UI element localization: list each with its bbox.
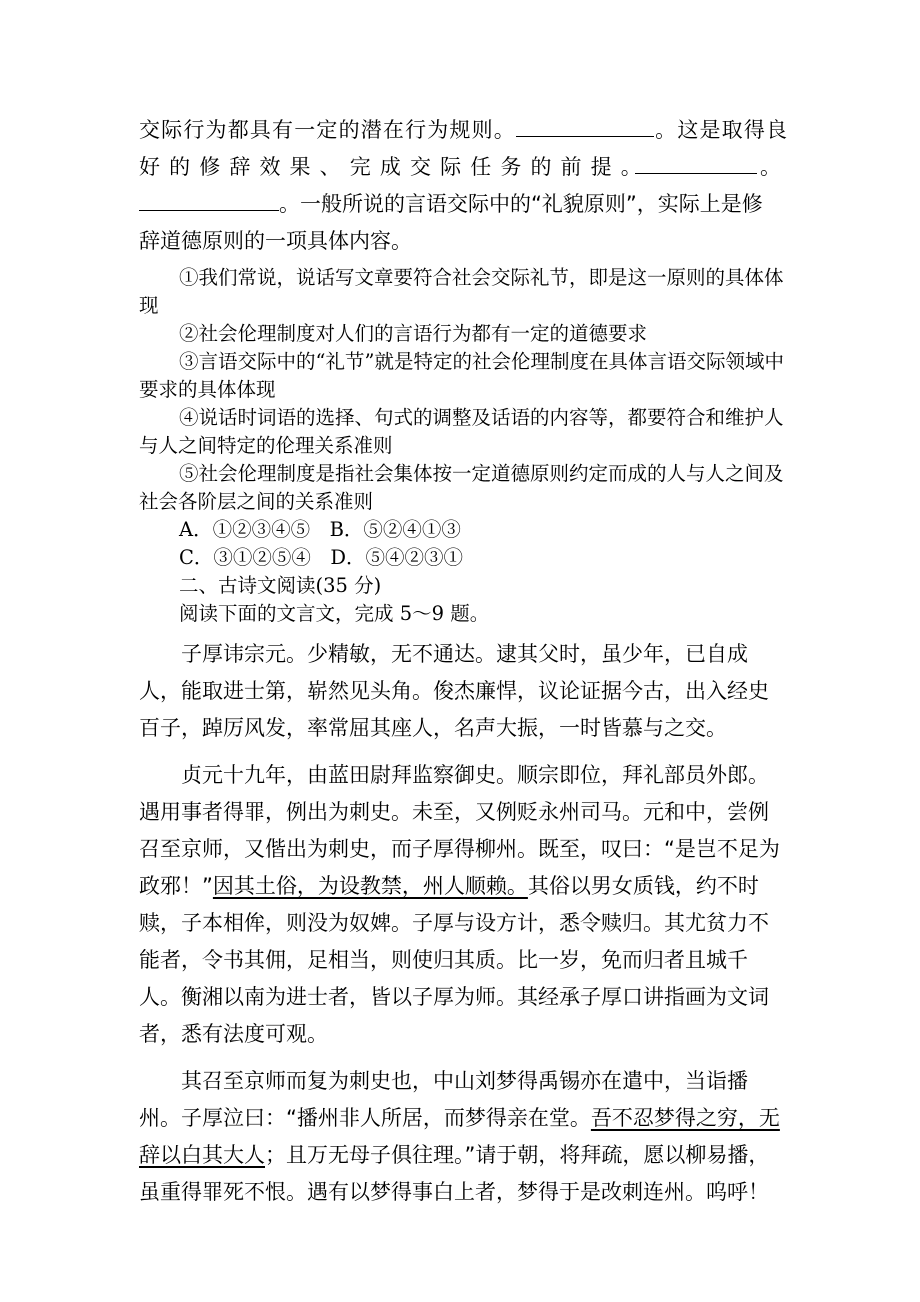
section-heading: 二、古诗文阅读(35 分) [179, 574, 382, 597]
answer-options-row: A．①②③④⑤ B．⑤②④①③ [179, 518, 461, 541]
answer-blank [139, 188, 279, 211]
passage-paragraph [139, 757, 787, 1053]
text-segment: 其俗以男女质钱，约不时赎，子本相侔，则没为奴婢。子厚与设方计，悉令赎归。其尤贫力不能者，令书其佣，足相当，则使归其质。比一岁，免而归者且城千人。衡湘以南为进士者，皆以子厚为师。其经承子厚口讲指画为文词者，悉有法度可观。 [139, 874, 769, 1046]
passage-paragraph [139, 1063, 787, 1211]
passage-paragraph: 子厚讳宗元。少精敏，无不通达。逮其父时，虽少年，已自成人，能取进士第，崭然见头角。俊杰廉悍，议论证据今古，出入经史百子，踔厉风发，率常屈其座人，名声大振，一时皆慕与之交。 [139, 642, 769, 740]
page-content [139, 112, 787, 1211]
question-line-4: 辞道德原则的一项具体内容。 [139, 229, 412, 253]
text-segment: ；且万无母子俱往理。”请于朝，将拜疏，愿以柳易播，虽重得罪死不恨。遇有以梦得事白上者，梦得于是改刺连州。呜呼！ [139, 1143, 770, 1204]
question-line-1 [139, 112, 787, 149]
statement-item: ③言语交际中的“礼节”就是特定的社会伦理制度在具体言语交际领域中要求的具体体现 [139, 350, 784, 401]
text-segment: 。这是取得良 [653, 118, 788, 142]
underlined-sentence: 吾不忍梦得之穷，无辞以白其大人 [139, 1106, 780, 1167]
underlined-sentence: 因其土俗，为设教禁，州人顺赖。 [212, 874, 528, 898]
question-line-2 [139, 149, 787, 186]
statement-item: ⑤社会伦理制度是指社会集体按一定道德原则约定而成的人与人之间及社会各阶层之间的关系准则 [139, 462, 784, 513]
text-segment: 其召至京师而复为刺史也，中山刘梦得禹锡亦在遣中，当诣播州。子厚泣曰：“播州非人所居，而梦得亲在堂。 [139, 1069, 748, 1130]
text-segment: 。 [756, 155, 788, 179]
answer-options-row: C．③①②⑤④ D．⑤④②③① [179, 546, 464, 569]
statement-item: ④说话时词语的选择、句式的调整及话语的内容等，都要符合和维护人与人之间特定的伦理关系准则 [139, 406, 784, 457]
statement-list [139, 264, 787, 628]
text-segment: 贞元十九年，由蓝田尉拜监察御史。顺宗即位，拜礼部员外郎。遇用事者得罪，例出为刺史。未至，又例贬永州司马。元和中，尝例召至京师，又偕出为刺史，而子厚得柳州。既至，叹曰：“是岂不足为政邪！” [139, 763, 780, 898]
answer-blank [516, 114, 654, 137]
question-tail [139, 112, 787, 260]
text-segment: 好的修辞效果、完成交际任务的前提。 [139, 155, 651, 179]
section-instruction: 阅读下面的文言文，完成 5～9 题。 [179, 602, 490, 625]
question-line-3 [139, 186, 787, 223]
text-segment: 交际行为都具有一定的潜在行为规则。 [139, 118, 516, 142]
answer-blank [635, 151, 757, 174]
statement-item: ①我们常说，说话写文章要符合社会交际礼节，即是这一原则的具体体现 [139, 266, 784, 317]
classical-passage [139, 636, 787, 1211]
text-segment: 。一般所说的言语交际中的“礼貌原则”，实际上是修 [279, 192, 763, 216]
statement-item: ②社会伦理制度对人们的言语行为都有一定的道德要求 [179, 322, 648, 345]
